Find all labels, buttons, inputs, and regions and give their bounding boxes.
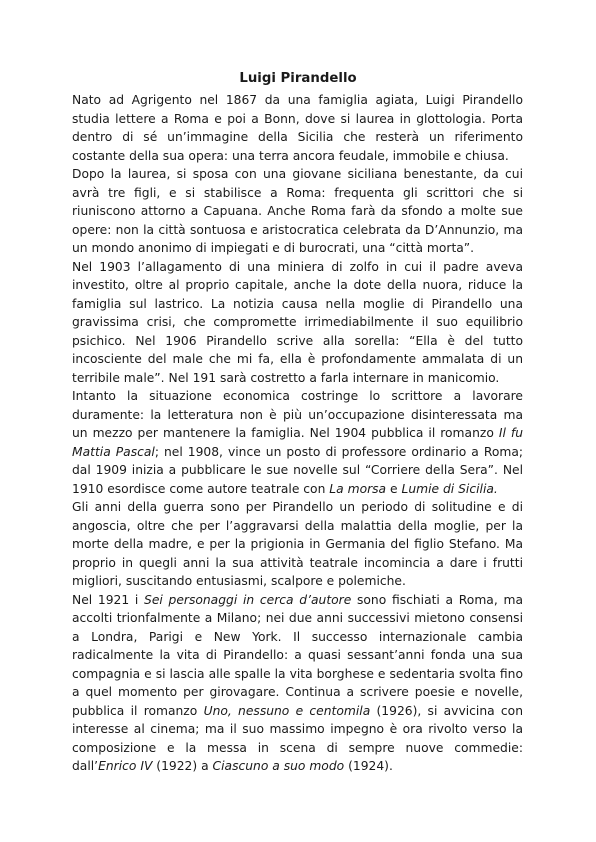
text-segment: Nato ad Agrigento nel 1867 da una famiglia agiata, Luigi Pirandello studia lettere a Roma e poi a Bonn, dove si laurea in glottologia. Porta dentro di sé un’immagine della Sicilia che resterà un riferimento costante della sua opera: una terra ancora feudale, immobile e chiusa. [72,93,523,163]
text-segment: ; nel 1908, vince un posto di professore ordinario a Roma; dal 1909 inizia a pubblicare le sue novelle sul “Corriere della Sera”. Nel 1910 esordisce come autore teatrale con [72,444,523,496]
text-segment: Gli anni della guerra sono per Pirandello un periodo di solitudine e di angoscia, oltre che per l’aggravarsi della malattia della moglie, per la morte della madre, e per la prigionia in Germania del figlio Stefano. Ma proprio in quegli anni la sua attività teatrale incomincia a dare i frutti migliori, suscitando entusiasmi, scalpore e polemiche. [72,500,523,588]
work-title: Lumie di Sicilia. [401,481,498,496]
work-title: Uno, nessuno e centomila [203,703,371,718]
text-segment: (1924). [344,759,393,773]
text-segment: (1926), si avvicina con interesse al cinema; ma il suo massimo impegno è ora rivolto verso la composizione e la messa in scena di sempre nuove commedie: dall’ [72,703,523,773]
text-segment: Nel 1903 l’allagamento di una miniera di zolfo in cui il padre aveva investito, oltre al proprio capitale, anche la dote della nuora, riduce la famiglia sul lastrico. La notizia causa nella moglie di Pirandello una gravissima crisi, che compromette irrimediabilmente il suo equilibrio psichico. Nel 1906 Pirandello scrive alla sorella: “Ella è del tutto incosciente del male che mi fa, ella è profondamente ammalata di un terribile male”. Nel 191 sarà costretto a farla internare in manicomio. [72,259,523,385]
paragraph-1903 [72,258,523,388]
text-segment: e [386,481,402,496]
paragraph-birth [72,91,523,165]
work-title: Enrico IV [98,759,153,773]
text-segment: Dopo la laurea, si sposa con una giovane siciliana benestante, da cui avrà tre figli, e si stabilisce a Roma: frequenta gli scrittori che si riuniscono attorno a Capuana. Anche Roma farà da sfondo a molte sue opere: non la città sontuosa e aristocratica celebrata da D’Annunzio, ma un mondo anonimo di impiegati e di burocrati, una “città morta”. [72,167,523,255]
paragraph-war [72,498,523,591]
document-body [72,91,523,776]
work-title: La morsa [329,481,387,496]
paragraph-1921 [72,591,523,776]
work-title: Il fu Mattia Pascal [72,426,524,459]
text-segment: (1922) a [152,759,213,773]
paragraph-marriage [72,165,523,258]
text-segment: sono fischiati a Roma, ma accolti trionfalmente a Milano; nei due anni successivi mietono consensi a Londra, Parigi e New York. Il successo internazionale cambia radicalmente la vita di Pirandello: a quasi sessant’anni fonda una sua compagnia e si lascia alle spalle la vita borghese e sedentaria svolta fino a quel momento per girovagare. Continua a scrivere poesie e novelle, pubblica il romanzo [72,592,523,718]
text-segment: Nel 1921 i [72,592,145,607]
work-title: Sei personaggi in cerca d’autore [144,592,352,607]
paragraph-career [72,387,523,498]
work-title: Ciascuno a suo modo [212,759,345,773]
text-segment: Intanto la situazione economica costringe lo scrittore a lavorare duramente: la letteratura non è più un’occupazione disinteressata ma un mezzo per mantenere la famiglia. Nel 1904 pubblica il romanzo [72,389,523,440]
document-title: Luigi Pirandello [239,71,357,86]
